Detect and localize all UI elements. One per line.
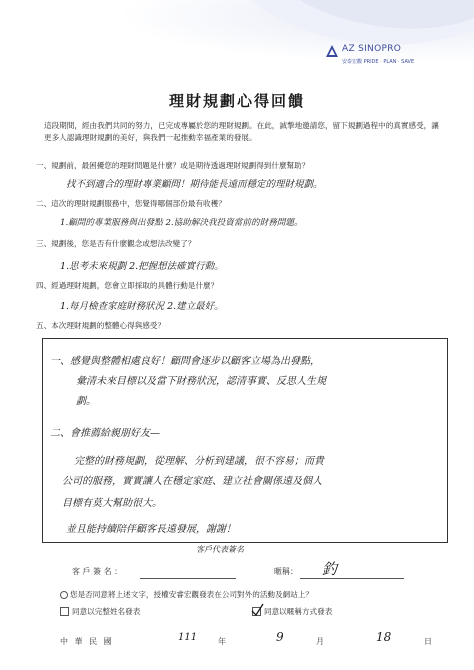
feedback-line-3: 劃。	[76, 396, 96, 407]
date-day-label: 日	[424, 637, 432, 646]
page-title: 理財規劃心得回饋	[168, 92, 305, 110]
feedback-line-7: 目標有莫大幫助很大。	[62, 498, 162, 509]
date-year-label: 年	[218, 637, 226, 646]
feedback-line-5: 完整的財務規劃，從理解、分析到建議，很不容易；而貴	[74, 456, 324, 467]
answer-3: 1.思考未來規劃 2.把握想法確實行動。	[60, 261, 224, 272]
signoff-text: 客戶代表簽名	[196, 545, 244, 554]
date-year: 111	[178, 632, 198, 643]
brand-logo-icon	[326, 42, 338, 54]
consent-question: 您是否同意將上述文字，授權安睿宏觀發表在公司對外的活動及網站上？	[70, 590, 313, 599]
consent-nickname-label: 同意以暱稱方式發表	[264, 607, 333, 616]
question-5: 五、本次理財規劃的整體心得與感受？	[36, 321, 166, 330]
date-prefix: 中 華 民 國	[60, 637, 114, 646]
feedback-line-4: 二、會推薦給親朋好友—	[50, 428, 160, 439]
check-mark-icon	[250, 602, 264, 616]
date-day: 18	[376, 630, 392, 644]
feedback-line-8: 並且能持續陪伴顧客長遠發展，謝謝！	[66, 524, 236, 535]
intro-paragraph: 這段期間，經由我們共同的努力，已完成專屬於您的理財規劃。在此，誠摯地邀請您，留下規劃過程中的真實感受，讓更多人認識理財規劃的美好，與我們一起推動幸福產業的發展。	[44, 121, 439, 142]
brand-name: AZ SINOPRO	[342, 44, 402, 54]
question-1: 一、規劃前，最困擾您的理財問題是什麼？或是期待透過理財規劃得到什麼幫助？	[36, 161, 310, 170]
brand-tagline: 安泰宏觀 PRIDE · PLAN · SAVE	[342, 59, 415, 65]
nickname-label: 暱稱：	[274, 567, 298, 576]
answer-4: 1.每月檢查家庭財務狀況 2.建立最好。	[60, 301, 224, 312]
feedback-line-6: 公司的服務，實實讓人在穩定家庭、建立社會關係遠及個人	[62, 476, 322, 487]
answer-2: 1.顧問的專業服務與出發點 2.協助解決我投資當前的財務問題。	[60, 218, 303, 228]
feedback-line-2: 彙清未來目標以及當下財務狀況，認清事實、反思人生規	[76, 376, 326, 387]
consent-bullet-icon	[60, 591, 68, 599]
answer-1: 找不到適合的理財專業顧問！期待能長遠而穩定的理財規劃。	[66, 179, 323, 190]
nickname-line[interactable]	[300, 578, 404, 579]
question-2: 二、這次的理財規劃服務中，您覺得哪個部份最有收穫？	[36, 199, 226, 208]
question-4: 四、經過理財規劃，您會立即採取的具體行動是什麼？	[36, 281, 219, 290]
customer-signature-line[interactable]	[140, 578, 236, 579]
nickname-value: 釣	[322, 560, 338, 578]
customer-signature-label: 客 戶 簽 名 ：	[72, 567, 123, 576]
consent-full-name-checkbox[interactable]	[60, 607, 69, 616]
date-month: 9	[276, 630, 284, 644]
question-3: 三、規劃後，您是否有什麼觀念或想法改變了？	[36, 239, 196, 248]
header-decoration	[0, 0, 474, 78]
feedback-line-1: 一、感覺與整體相處良好！顧問會逐步以顧客立場為出發點，	[50, 356, 320, 367]
consent-full-name-label: 同意以完整姓名發表	[72, 607, 141, 616]
date-month-label: 月	[316, 637, 324, 646]
feedback-box	[42, 338, 448, 543]
